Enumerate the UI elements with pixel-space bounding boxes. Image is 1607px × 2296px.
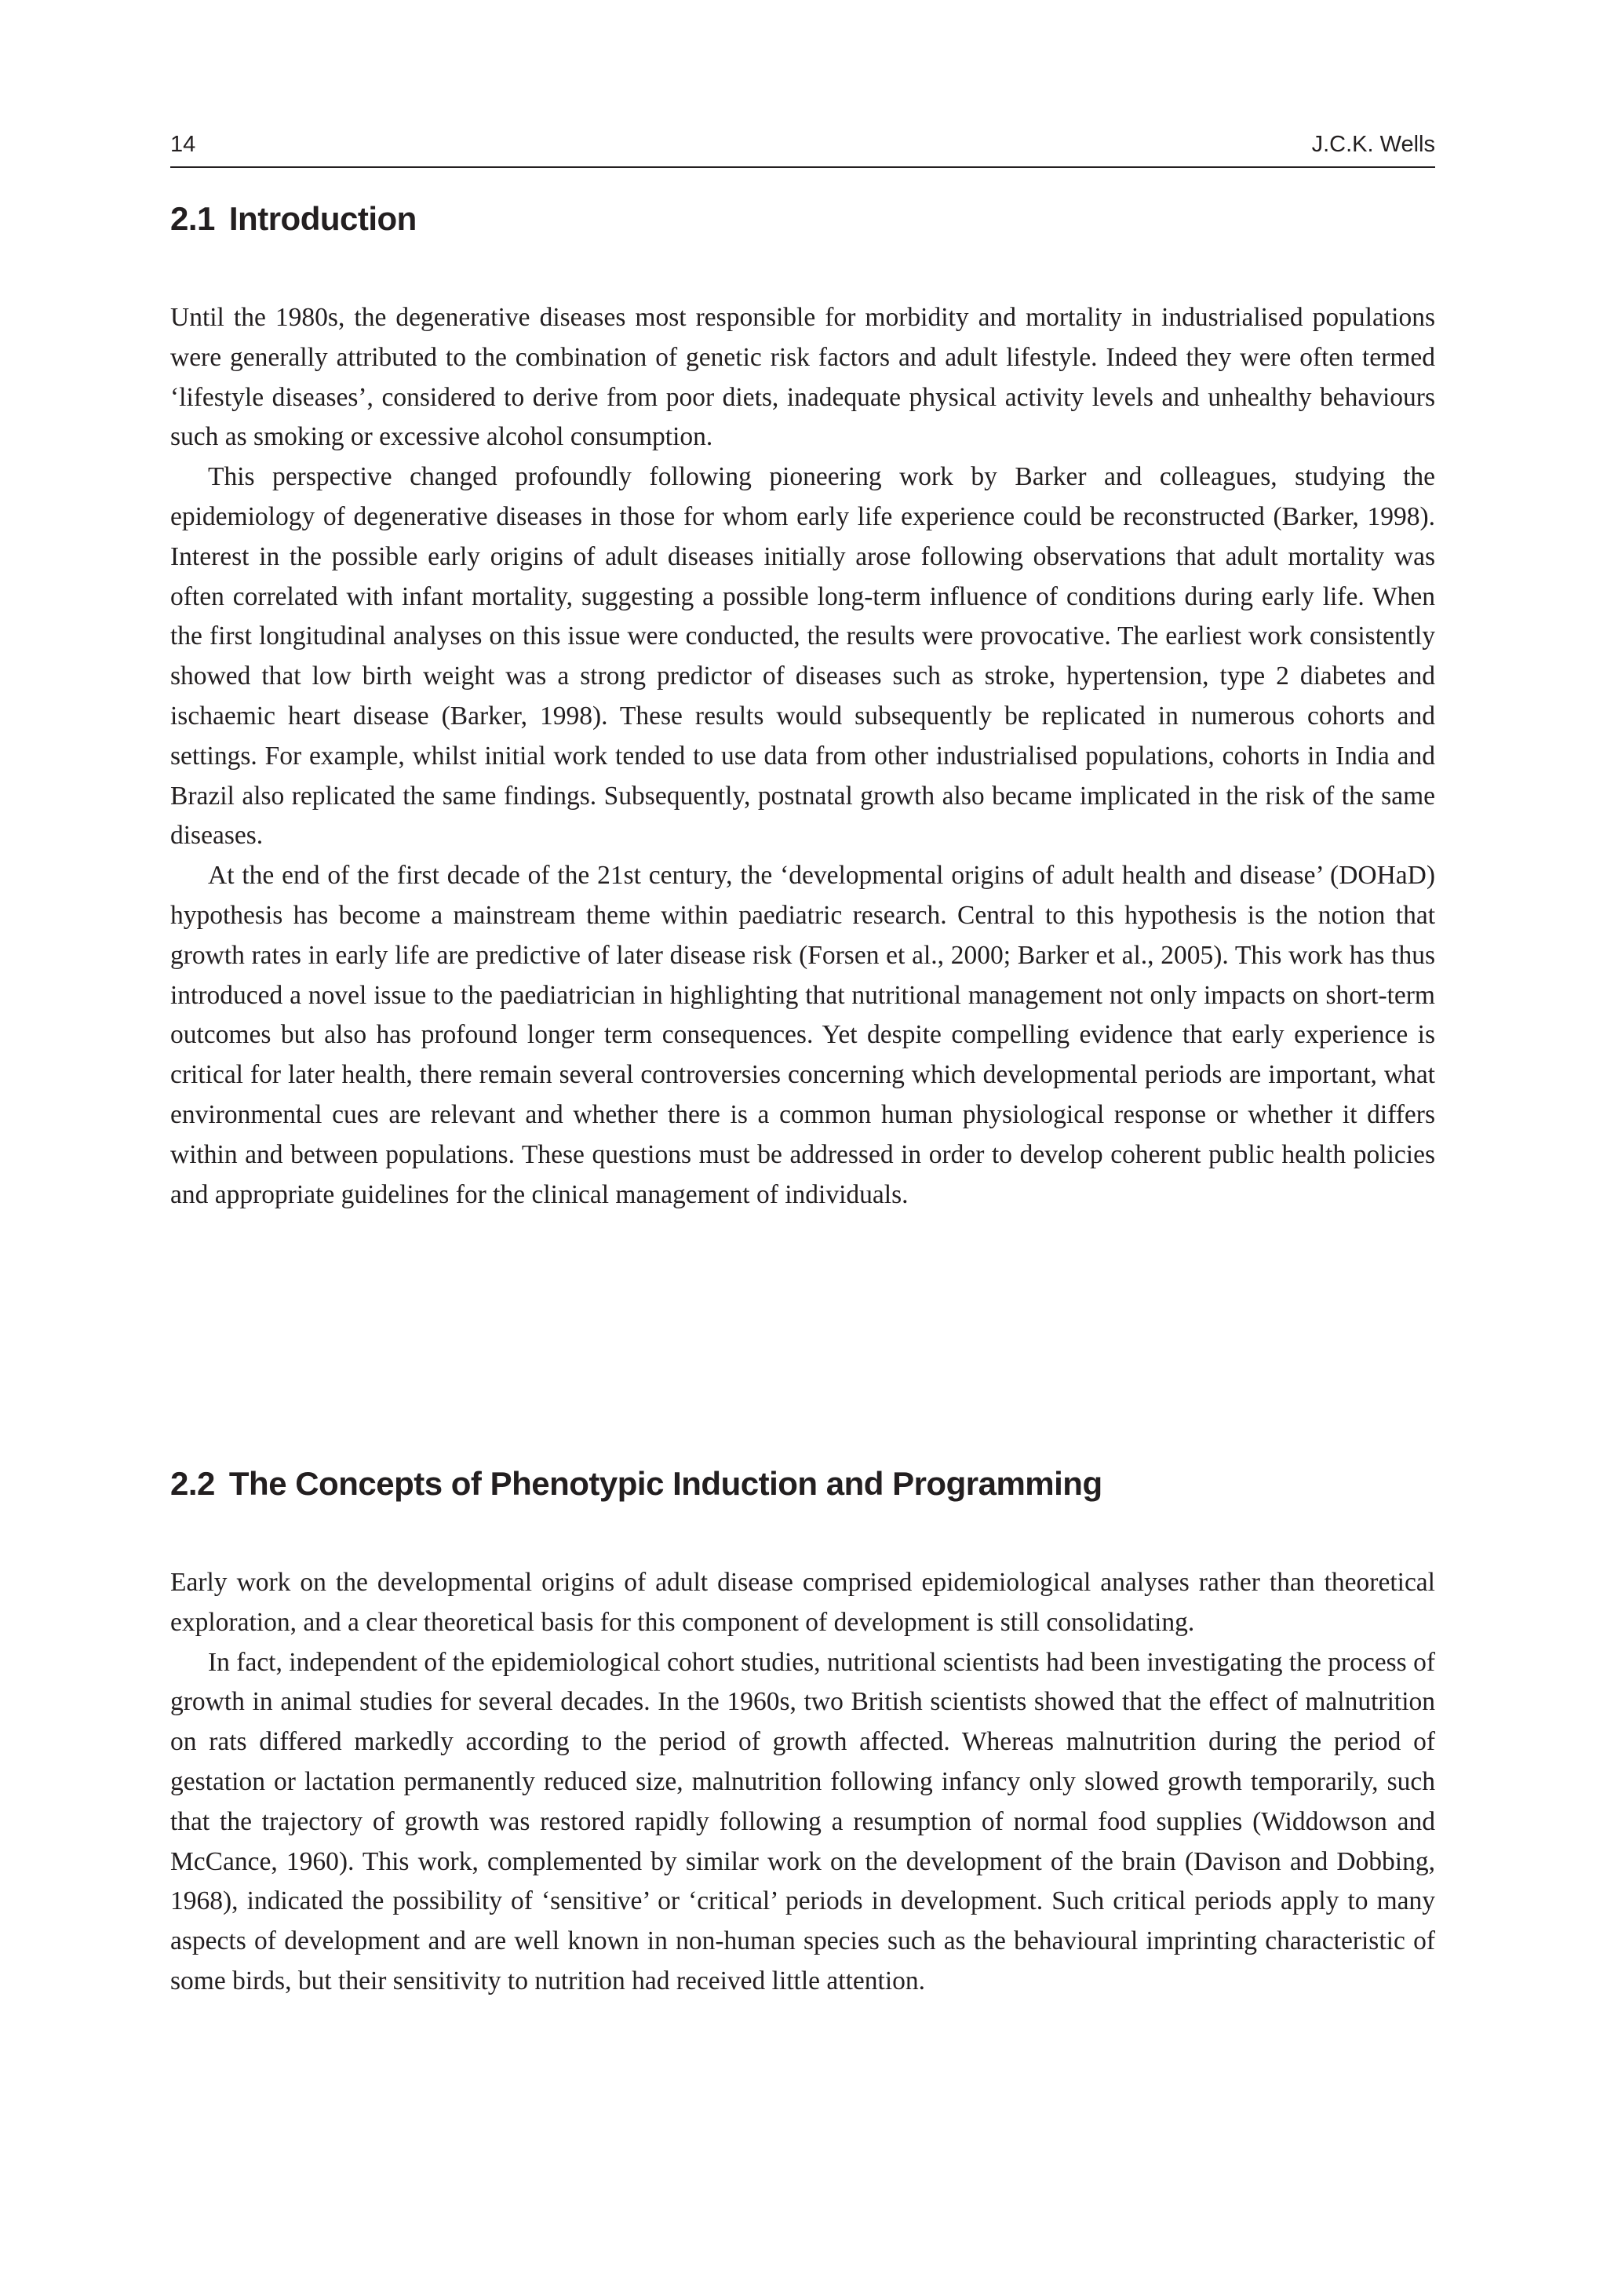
- running-header: [170, 130, 1435, 168]
- section-body-introduction: [170, 298, 1435, 1215]
- section-heading-introduction: [170, 199, 417, 239]
- paragraph: This perspective changed profoundly following pioneering work by Barker and colleagues, studying the epidemiology of degenerative diseases in those for whom early life experience could be reconstructed (Barker, 1998). Interest in the possible early origins of adult diseases initially arose following observations that adult mortality was often correlated with infant mortality, suggesting a possible long-term influence of conditions during early life. When the first longitudinal analyses on this issue were conducted, the results were provocative. The earliest work consistently showed that low birth weight was a strong predictor of diseases such as stroke, hypertension, type 2 diabetes and ischaemic heart disease (Barker, 1998). These results would subsequently be replicated in numerous cohorts and settings. For example, whilst initial work tended to use data from other industrialised populations, cohorts in India and Brazil also replicated the same findings. Subsequently, postnatal growth also became implicated in the risk of the same diseases.: [170, 462, 1435, 851]
- section-number: 2.2: [170, 1465, 215, 1502]
- paragraph: Early work on the developmental origins of adult disease comprised epidemiological analyses rather than theoretical exploration, and a clear theoretical basis for this component of development is still consolidating.: [170, 1568, 1435, 1637]
- paragraph: At the end of the first decade of the 21st century, the ‘developmental origins of adult health and disease’ (DOHaD) hypothesis has become a mainstream theme within paediatric research. Central to this hypothesis is the notion that growth rates in early life are predictive of later disease risk (Forsen et al., 2000; Barker et al., 2005). This work has thus introduced a novel issue to the paediatrician in highlighting that nutritional management not only impacts on short-term outcomes but also has profound longer term consequences. Yet despite compelling evidence that early experience is critical for later health, there remain several controversies concerning which developmental periods are important, what environmental cues are relevant and whether there is a common human physiological response or whether it differs within and between populations. These questions must be addressed in order to develop coherent public health policies and appropriate guidelines for the clinical management of individuals.: [170, 861, 1435, 1209]
- page-number: 14: [170, 132, 196, 157]
- running-head-author: J.C.K. Wells: [1311, 132, 1435, 157]
- paragraph: In fact, independent of the epidemiological cohort studies, nutritional scientists had been investigating the process of growth in animal studies for several decades. In the 1960s, two British scientists showed that the effect of malnutrition on rats differed markedly according to the period of growth affected. Whereas malnutrition during the period of gestation or lactation permanently reduced size, malnutrition following infancy only slowed growth temporarily, such that the trajectory of growth was restored rapidly following a resumption of normal food supplies (Widdowson and McCance, 1960). This work, complemented by similar work on the development of the brain (Davison and Dobbing, 1968), indicated the possibility of ‘sensitive’ or ‘critical’ periods in development. Such critical periods apply to many aspects of development and are well known in non-human species such as the behavioural imprinting characteristic of some birds, but their sensitivity to nutrition had received little attention.: [170, 1647, 1435, 1995]
- section-title: The Concepts of Phenotypic Induction and Programming: [228, 1465, 1102, 1502]
- section-body-phenotypic-induction: [170, 1563, 1435, 2002]
- section-heading-phenotypic-induction: [170, 1464, 1102, 1503]
- paragraph: Until the 1980s, the degenerative diseases most responsible for morbidity and mortality in industrialised populations were generally attributed to the combination of genetic risk factors and adult lifestyle. Indeed they were often termed ‘lifestyle diseases’, considered to derive from poor diets, inadequate physical activity levels and unhealthy behaviours such as smoking or excessive alcohol consumption.: [170, 303, 1435, 452]
- section-title: Introduction: [228, 200, 417, 237]
- section-number: 2.1: [170, 200, 215, 237]
